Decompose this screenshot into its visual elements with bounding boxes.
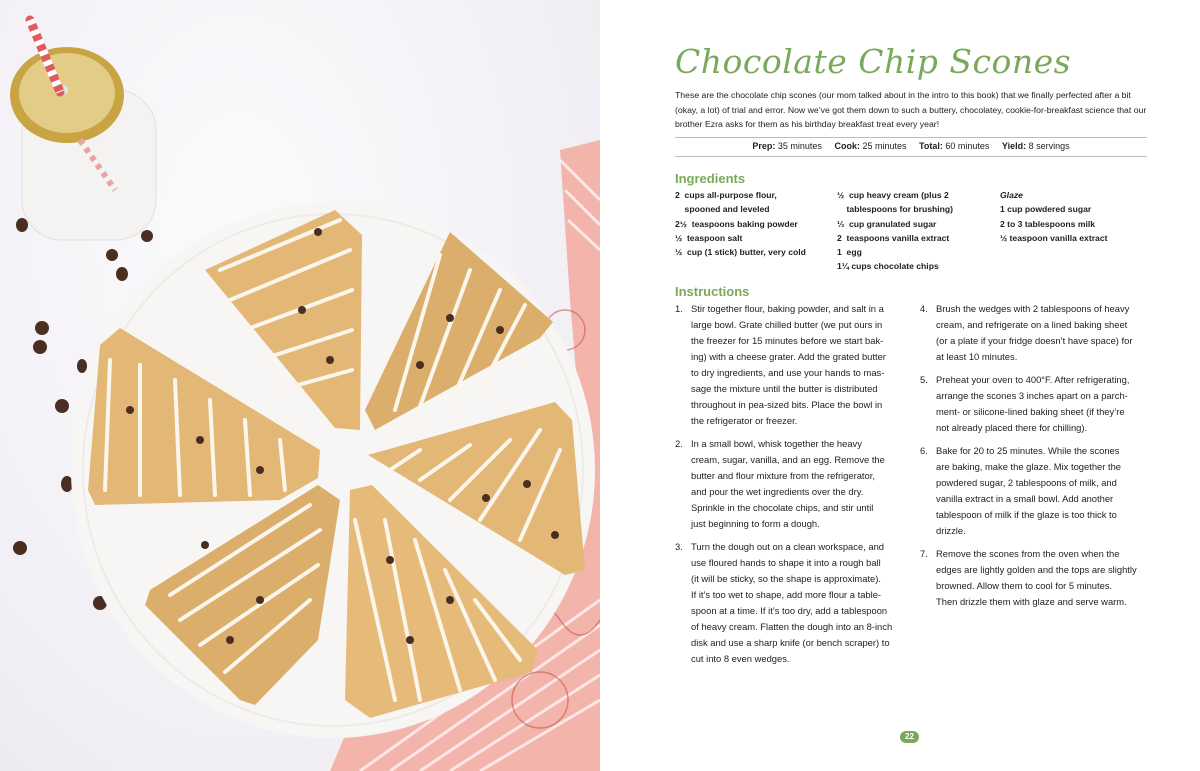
milk-bottle (10, 20, 156, 240)
step-text: Turn the dough out on a clean workspace, and use floured hands to shape it into a rough ball (it will be sticky, so the shape is approximate). If it’s too wet to shape, add more flour a table- spoon at a time. If it’s too dry, add a tablespoon of heavy cream. Flatten the dough into an 8-inch disk and use a sharp knife (or bench scraper) to cut into 8 even wedges. (691, 541, 893, 664)
glaze-item: 2 to 3 tablespoons milk (1000, 218, 1096, 229)
step-text: Brush the wedges with 2 tablespoons of heavy cream, and refrigerate on a lined baking sheet (or a plate if your fridge doesn’t have space) for at least 10 minutes. (936, 303, 1133, 362)
step-number: 4. (920, 303, 928, 314)
recipe-page (600, 0, 1200, 771)
step-text: Remove the scones from the oven when the edges are lightly golden and the tops are slightly browned. Allow them to cool for 5 minutes. Then drizzle them with glaze and serve warm. (936, 548, 1137, 607)
cook-value: 25 minutes (862, 141, 907, 151)
instruction-step (920, 443, 1160, 539)
yield-label: Yield: (1001, 141, 1027, 151)
instruction-step (675, 539, 915, 667)
ingredient-item: 2 cups all-purpose flour, (675, 190, 777, 200)
step-text: Bake for 20 to 25 minutes. While the scones are baking, make the glaze. Mix together the powdered sugar, 2 tablespoons of milk, and vanilla extract in a small bowl. Add another tablespoon of milk if the glaze is too thick to drizzle. (936, 445, 1122, 536)
instruction-step (920, 372, 1160, 436)
instructions-column-left (675, 301, 915, 674)
instruction-step (920, 546, 1160, 610)
ingredient-item: ½ cup heavy cream (plus 2 (837, 190, 949, 200)
step-text: In a small bowl, whisk together the heavy cream, sugar, vanilla, and an egg. Remove the butter and flour mixture from the refrigerator, and pour the wet ingredients over the dry. Sprinkle in the chocolate chips, and stir until just beginning to form a dough. (691, 438, 885, 529)
step-number: 3. (675, 541, 683, 552)
glaze-item: 1 cup powdered sugar (1000, 204, 1092, 215)
ingredients-column-1 (675, 188, 806, 259)
yield-value: 8 servings (1028, 141, 1070, 151)
time-info (675, 141, 1147, 151)
page-number: 22 (900, 731, 919, 743)
recipe-title: Chocolate Chip Scones (675, 42, 1072, 81)
step-number: 2. (675, 438, 683, 449)
step-text: Preheat your oven to 400°F. After refrigerating, arrange the scones 3 inches apart on a parch- ment- or silicone-lined baking sheet (if they’re not already placed there for chilling). (936, 374, 1130, 433)
step-number: 7. (920, 548, 928, 559)
step-number: 5. (920, 374, 928, 385)
ingredient-item: 2½ teaspoons baking powder (675, 218, 798, 229)
ingredient-item: spooned and leveled (675, 204, 770, 215)
glaze-column (1000, 188, 1107, 245)
instructions-heading: Instructions (675, 284, 750, 299)
recipe-intro: These are the chocolate chip scones (our mom talked about in the intro to this book) that we finally perfected after a bit (okay, a lot) of trial and error. Now we’ve got them down to such a buttery, chocolatey, cookie-for-breakfast science that our brother Ezra asks for them as his birthday breakfast treat every year! (675, 90, 1147, 129)
ingredient-item: ½ teaspoon salt (675, 232, 743, 243)
divider-top (675, 137, 1147, 138)
prep-label: Prep: (752, 141, 776, 151)
ingredient-item: 1 egg (837, 247, 862, 258)
prep-value: 35 minutes (777, 141, 822, 151)
ingredient-item: ⅓ cup granulated sugar (837, 218, 937, 229)
step-number: 6. (920, 445, 928, 456)
ingredient-item: tablespoons for brushing) (837, 204, 954, 215)
divider-bottom (675, 156, 1147, 157)
instructions-column-right (920, 301, 1160, 617)
cook-label: Cook: (834, 141, 860, 151)
total-label: Total: (919, 141, 943, 151)
ingredients-column-2 (837, 188, 953, 274)
instruction-step (675, 436, 915, 532)
total-value: 60 minutes (945, 141, 990, 151)
ingredient-item: ½ cup (1 stick) butter, very cold (675, 247, 806, 258)
glaze-item: ½ teaspoon vanilla extract (1000, 232, 1108, 243)
ingredients-heading: Ingredients (675, 171, 746, 186)
step-text: Stir together flour, baking powder, and salt in a large bowl. Grate chilled butter (we put ours in the freezer for 15 minutes before we start bak- ing) with a cheese grater. Add the grated butter to dry ingredients, and use your hands to mas- sage the mixture until the butter is distributed throughout in pea-sized bits. Place the bowl in the refrigerator or freezer. (691, 303, 886, 426)
step-number: 1. (675, 303, 683, 314)
glaze-heading: Glaze (1000, 190, 1023, 200)
instruction-step (920, 301, 1160, 365)
ingredient-item: 2 teaspoons vanilla extract (837, 232, 950, 243)
instruction-step (675, 301, 915, 429)
ingredient-item: 1¼ cups chocolate chips (837, 261, 939, 272)
